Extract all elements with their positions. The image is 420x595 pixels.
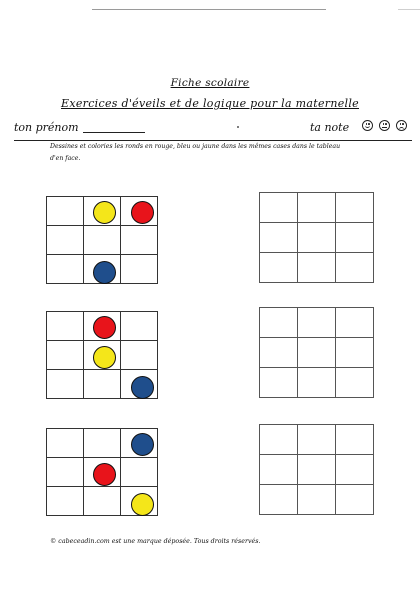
blue-circle <box>131 376 154 399</box>
answer-cell[interactable] <box>298 425 336 455</box>
stray-dot <box>237 126 239 128</box>
answer-cell[interactable] <box>298 223 336 253</box>
answer-cell[interactable] <box>298 455 336 485</box>
answer-cell[interactable] <box>260 193 298 223</box>
model-cell <box>47 370 84 399</box>
answer-cell[interactable] <box>260 223 298 253</box>
page-subtitle: Exercices d'éveils et de logique pour la maternelle <box>61 97 359 110</box>
model-cell <box>84 429 121 458</box>
yellow-circle <box>131 493 154 516</box>
answer-cell[interactable] <box>260 253 298 283</box>
top-rule <box>92 9 326 10</box>
red-circle <box>93 463 116 486</box>
name-label: ton prénom <box>14 121 79 134</box>
answer-grid-1[interactable] <box>259 192 374 283</box>
answer-grid-3[interactable] <box>259 424 374 515</box>
model-cell <box>47 341 84 370</box>
name-write-line[interactable] <box>83 132 145 133</box>
model-cell <box>47 255 84 284</box>
instructions-line-1: Dessines et colories les ronds en rouge, bleu ou jaune dans les mêmes cases dans le tableau <box>50 143 341 150</box>
corner-rule <box>398 9 420 10</box>
answer-cell[interactable] <box>336 223 374 253</box>
model-cell <box>84 487 121 516</box>
answer-cell[interactable] <box>336 193 374 223</box>
model-cell <box>84 226 121 255</box>
grade-label: ta note <box>310 121 350 134</box>
model-cell <box>121 458 158 487</box>
sad-face-icon[interactable] <box>396 120 407 131</box>
answer-cell[interactable] <box>298 308 336 338</box>
instructions <box>50 141 380 165</box>
model-cell <box>121 341 158 370</box>
answer-cell[interactable] <box>336 253 374 283</box>
answer-cell[interactable] <box>298 368 336 398</box>
blue-circle <box>131 433 154 456</box>
answer-cell[interactable] <box>298 253 336 283</box>
answer-cell[interactable] <box>298 485 336 515</box>
page-title: Fiche scolaire <box>170 77 250 89</box>
model-cell <box>47 197 84 226</box>
red-circle <box>93 316 116 339</box>
model-cell <box>47 312 84 341</box>
happy-face-icon[interactable] <box>362 120 373 131</box>
model-cell <box>121 312 158 341</box>
copyright-footer: © cabeceadin.com est une marque déposée. Tous droits réservés. <box>50 538 261 545</box>
answer-cell[interactable] <box>298 193 336 223</box>
model-cell <box>47 226 84 255</box>
yellow-circle <box>93 201 116 224</box>
model-cell <box>47 458 84 487</box>
answer-cell[interactable] <box>260 338 298 368</box>
answer-cell[interactable] <box>336 368 374 398</box>
answer-grid-2[interactable] <box>259 307 374 398</box>
answer-cell[interactable] <box>260 368 298 398</box>
yellow-circle <box>93 346 116 369</box>
instructions-line-2: d'en face. <box>50 155 81 162</box>
blue-circle <box>93 261 116 284</box>
answer-cell[interactable] <box>336 308 374 338</box>
neutral-face-icon[interactable] <box>379 120 390 131</box>
answer-cell[interactable] <box>260 308 298 338</box>
answer-cell[interactable] <box>260 425 298 455</box>
answer-cell[interactable] <box>336 455 374 485</box>
model-cell <box>84 370 121 399</box>
model-cell <box>47 487 84 516</box>
answer-cell[interactable] <box>336 485 374 515</box>
answer-cell[interactable] <box>336 338 374 368</box>
answer-cell[interactable] <box>298 338 336 368</box>
model-cell <box>121 226 158 255</box>
model-cell <box>121 255 158 284</box>
answer-cell[interactable] <box>336 425 374 455</box>
red-circle <box>131 201 154 224</box>
model-cell <box>47 429 84 458</box>
answer-cell[interactable] <box>260 485 298 515</box>
answer-cell[interactable] <box>260 455 298 485</box>
